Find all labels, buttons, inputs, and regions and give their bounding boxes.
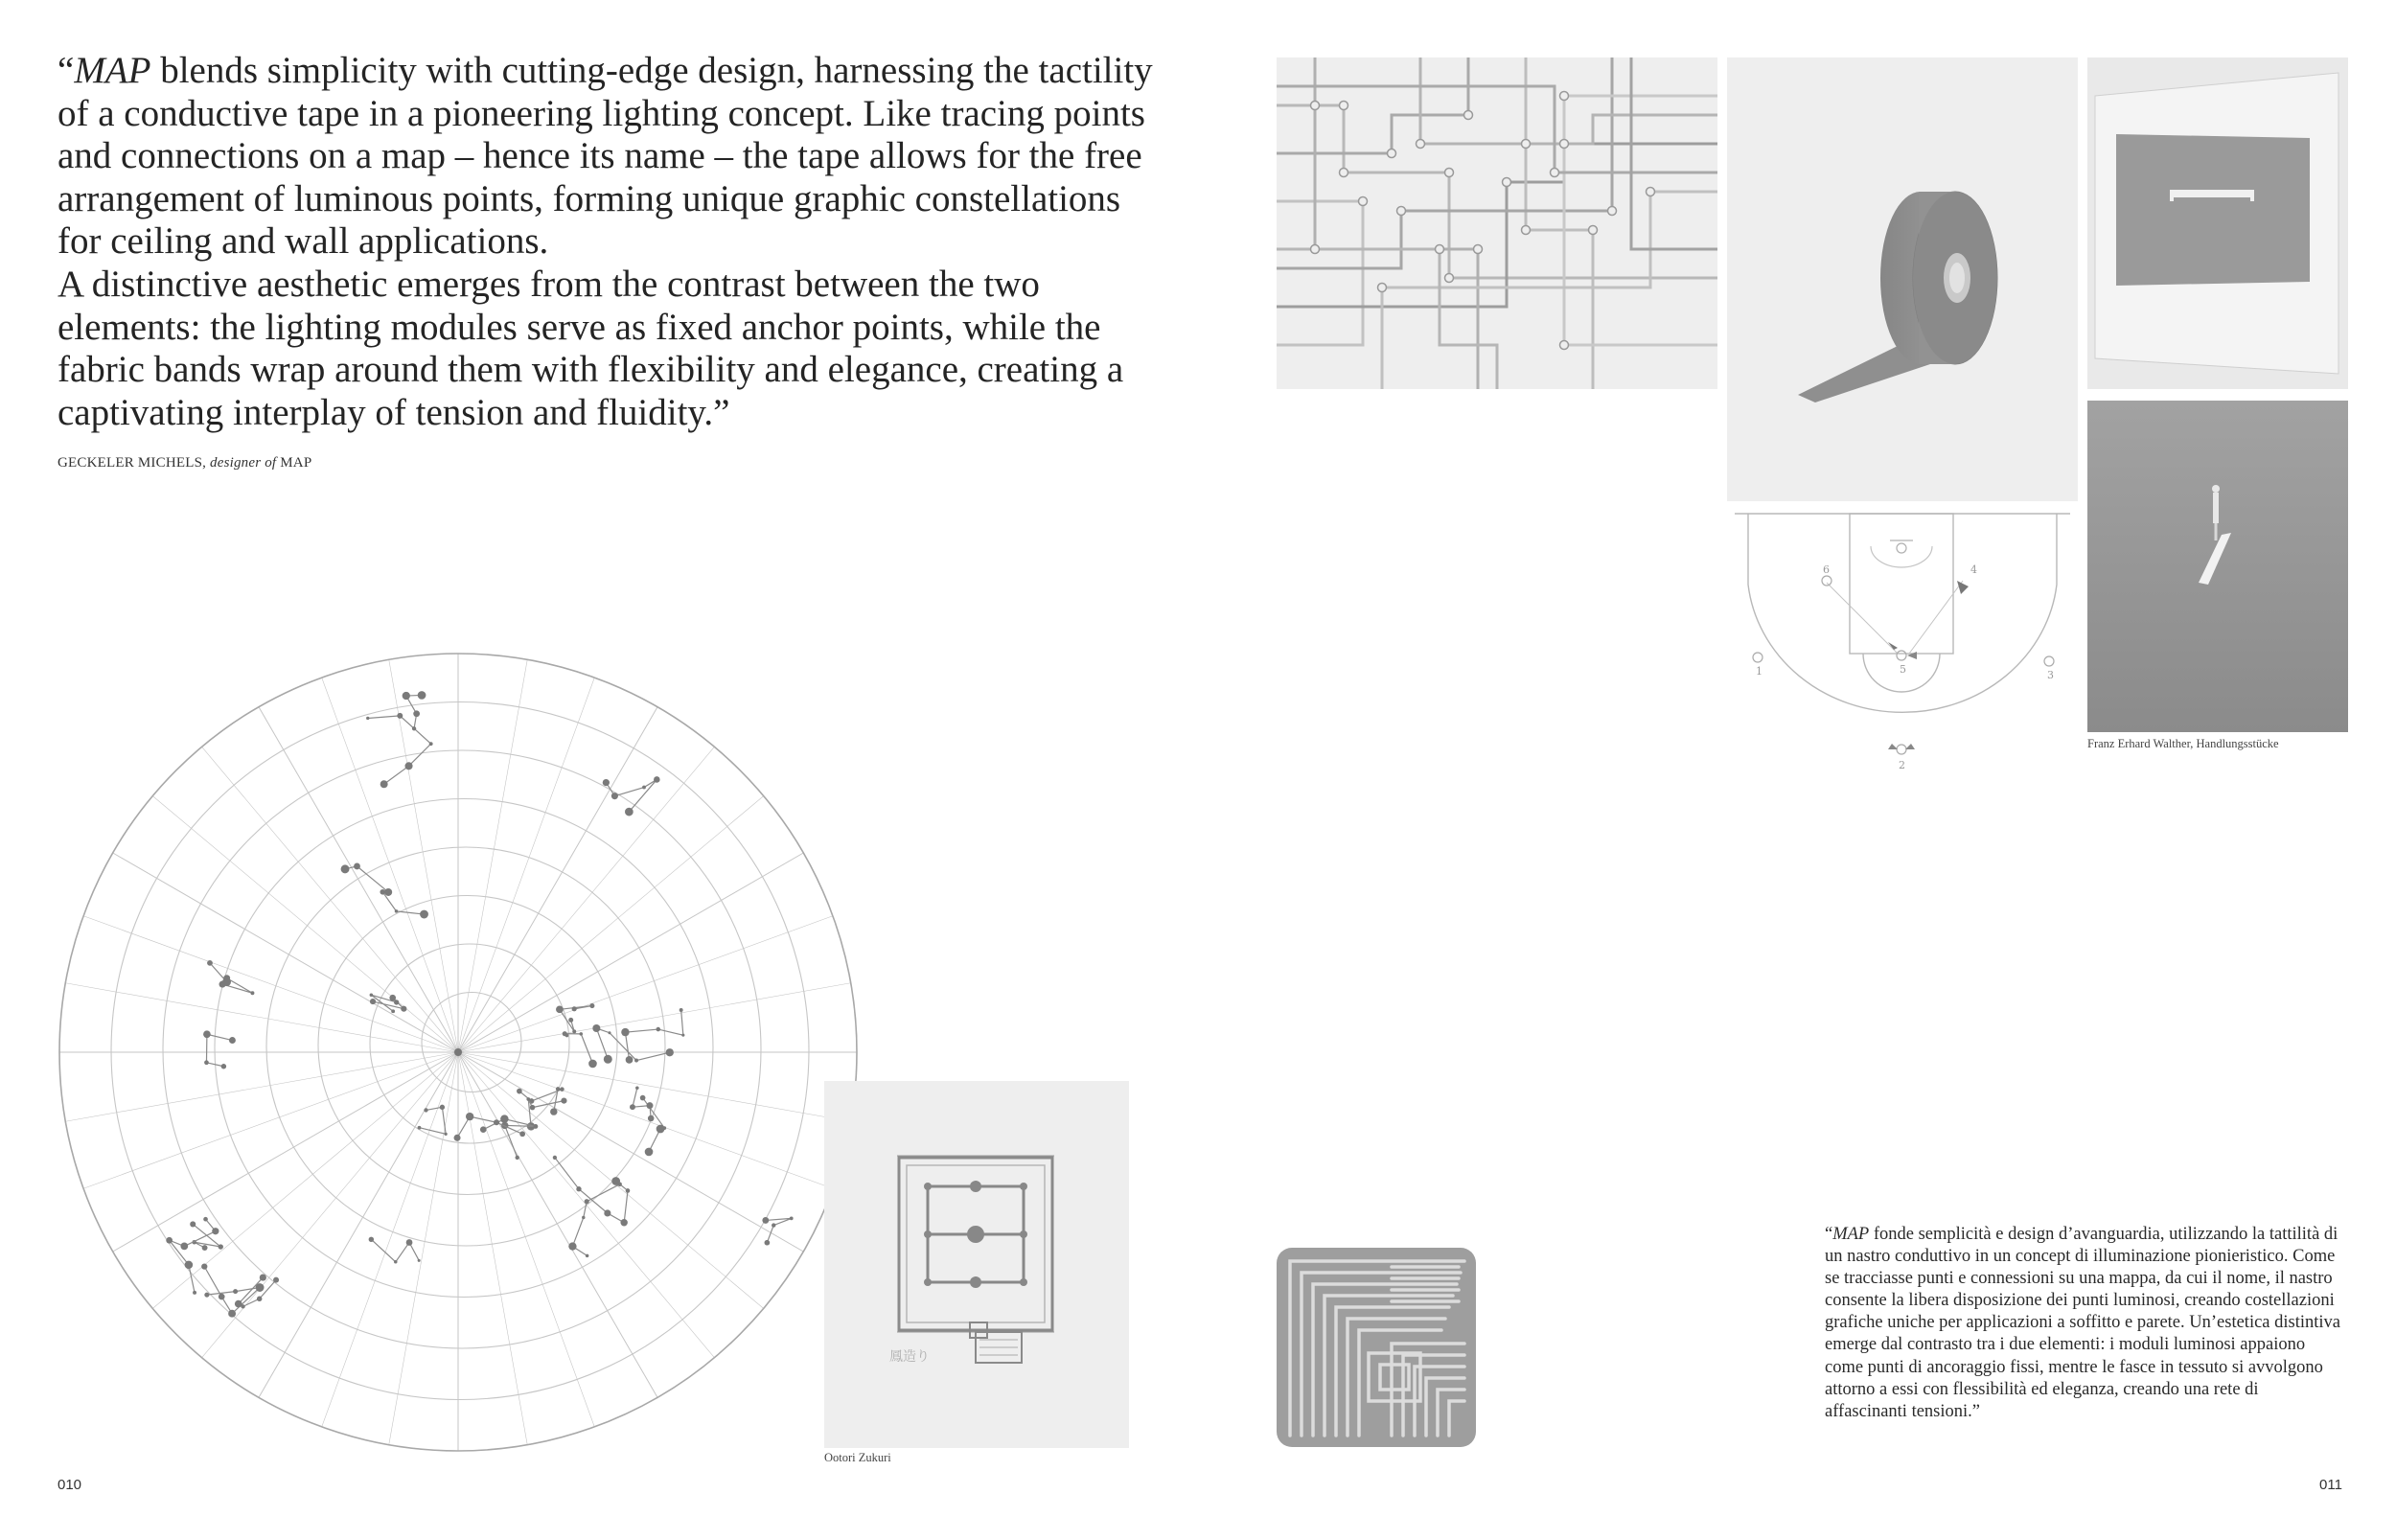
metro-line [1277, 57, 1612, 268]
constellation-star [533, 1124, 538, 1129]
constellation-line [170, 1219, 216, 1293]
maze-path [1426, 1378, 1464, 1436]
constellation-star [634, 1059, 638, 1063]
constellation-star [530, 1105, 536, 1111]
constellation-star [418, 1126, 422, 1130]
constellation-star [647, 1102, 654, 1109]
chart-meridian [458, 1052, 833, 1188]
metro-station [1311, 102, 1320, 110]
constellation-star [517, 1089, 522, 1094]
constellation-star [572, 1006, 577, 1011]
constellation-line [572, 1184, 619, 1256]
walther-caption: Franz Erhard Walther, Handlungsstücke [2087, 737, 2279, 750]
maze-path [1369, 1353, 1420, 1401]
constellation-star [621, 1028, 629, 1036]
constellation-star [550, 1108, 557, 1115]
metro-station [1359, 197, 1368, 206]
metro-station [1503, 178, 1511, 187]
constellation-star [405, 762, 413, 770]
constellation-star [772, 1223, 775, 1227]
constellation-line [483, 1119, 536, 1158]
metro-map-illustration [1277, 57, 1717, 389]
constellation-star [648, 1115, 655, 1122]
metro-line [1382, 192, 1717, 389]
constellation-star [207, 960, 213, 966]
constellation-line [368, 716, 431, 784]
constellation-star [576, 1186, 581, 1191]
italian-quote [1825, 1224, 2342, 1423]
constellation-star [219, 1244, 223, 1249]
constellation-star [445, 1133, 448, 1136]
constellation-star [561, 1098, 566, 1104]
constellation-star [592, 1024, 600, 1032]
constellation-star [568, 1242, 576, 1250]
constellation-star [620, 1219, 627, 1226]
chart-meridian [458, 659, 527, 1052]
quote-text-2: A distinctive aesthetic emerges from the contrast between the two elements: the lighting modules serve as fixed anchor points, while the fabric bands wrap around them with flexibility and elegance, creating a captivating interplay of tension and fluidity.” [58, 263, 1124, 433]
constellation-star [656, 1027, 660, 1032]
constellation-star [380, 780, 388, 788]
constellation-star [617, 1182, 622, 1186]
constellation-star [454, 1135, 461, 1141]
constellation-star [666, 1048, 674, 1056]
constellation-star [420, 910, 428, 919]
constellation-star [480, 1126, 487, 1133]
star-chart-illustration [56, 650, 861, 1455]
metro-station [1397, 207, 1406, 216]
metro-line [1277, 201, 1363, 345]
constellation-star [516, 1156, 519, 1160]
maze-path [1449, 1401, 1464, 1436]
constellation-star [204, 1060, 209, 1065]
constellation-star [201, 1263, 207, 1269]
constellation-star [370, 993, 374, 997]
chart-ring [215, 799, 713, 1298]
chart-meridian [458, 1052, 657, 1397]
constellation-star [604, 1055, 612, 1064]
quote-product-name: MAP [74, 50, 151, 91]
constellation-star [519, 1131, 525, 1137]
chart-meridian [458, 1052, 803, 1252]
chart-ring [422, 993, 521, 1092]
metro-station [1340, 169, 1348, 177]
it-quote-text: fonde semplicità e design d’avanguardia, utilizzando la tattilità di un nastro conduttivo in un concept di illuminazione pionieristico. Come se tracciasse punti e connessioni su una mappa, da cui il nome, il nastro consente la libera disposizione dei punti luminosi, creando costellazioni grafiche uniche per applicazioni a soffitto e parete. Un’estetica distintiva emerge dal contrasto tra i due elementi: i moduli luminosi appaiono come punti di ancoraggio fissi, mentre le fasce in tessuto si avvolgono attorno a essi con flessibilità ed eleganza, creando una rete di affascinanti tensioni.” [1825, 1225, 2340, 1421]
constellation-star [630, 1104, 635, 1110]
constellation-star [369, 1237, 374, 1242]
constellation-star [611, 793, 618, 799]
metro-station [1388, 149, 1396, 158]
metro-station [1340, 102, 1348, 110]
constellation-star [395, 909, 398, 912]
constellation-star [180, 1243, 188, 1251]
constellation-star [370, 999, 376, 1004]
constellation-star [401, 1006, 406, 1012]
chart-meridian [322, 678, 458, 1052]
constellation-star [680, 1008, 683, 1012]
page-number-left: 010 [58, 1477, 82, 1493]
constellation-star [204, 1293, 209, 1298]
constellation-star [589, 1003, 594, 1008]
constellation-star [391, 1009, 395, 1013]
constellation-star [223, 975, 230, 981]
court-label-3: 3 [2047, 669, 2054, 681]
metro-station [1436, 245, 1444, 254]
constellation-star [190, 1221, 196, 1227]
court-label-5: 5 [1900, 663, 1906, 676]
constellation-star [354, 863, 360, 870]
constellation-line [419, 1107, 446, 1134]
shrine-caption: Ootori Zukuri [824, 1451, 891, 1464]
constellation-star [166, 1237, 173, 1244]
constellation-star [640, 1095, 646, 1101]
constellation-line [766, 1218, 792, 1242]
metro-station [1522, 226, 1531, 235]
chart-meridian [458, 1052, 594, 1427]
field-performance-photo [2087, 401, 2348, 732]
constellation-star [413, 710, 420, 717]
constellation-star [494, 1119, 499, 1125]
constellation-line [210, 963, 252, 993]
constellation-star [397, 713, 403, 719]
metro-station [1417, 140, 1425, 149]
constellation-star [556, 1006, 564, 1014]
framed-artwork-photo [2087, 57, 2348, 389]
constellation-star [526, 1097, 530, 1101]
court-label-4: 4 [1970, 563, 1977, 576]
constellation-star [565, 1034, 568, 1037]
chart-meridian [389, 659, 458, 1052]
chart-meridian [458, 916, 833, 1052]
quote-open-mark: “ [58, 50, 75, 91]
chart-meridian [202, 747, 458, 1052]
constellation-star [389, 995, 396, 1001]
metro-station [1311, 245, 1320, 254]
chart-meridian [83, 1052, 458, 1188]
chart-meridian [65, 983, 458, 1052]
constellation-star [790, 1216, 794, 1220]
court-label-6: 6 [1823, 563, 1830, 576]
constellation-star [588, 1060, 597, 1069]
metro-station [1560, 341, 1569, 350]
quote-text: blends simplicity with cutting-edge design, harnessing the tactility of a conductive tape in a pioneering lighting concept. Like tracing points and connections on a map – hence its name – the tape allows for the free arrangement of luminous points, forming unique graphic constellations for ceiling and wall applications. [58, 50, 1153, 263]
constellation-star [625, 808, 634, 816]
constellation-star [394, 1260, 398, 1264]
constellation-star [185, 1261, 194, 1270]
constellation-star [568, 1018, 573, 1023]
constellation-star [341, 864, 350, 873]
constellation-star [203, 1030, 211, 1038]
constellation-star [394, 1000, 399, 1004]
constellation-star [193, 1291, 196, 1295]
constellation-star [273, 1277, 279, 1283]
court-label-2: 2 [1899, 759, 1905, 771]
constellation-star [418, 691, 426, 700]
chart-ring [318, 896, 617, 1195]
metro-station [1474, 245, 1483, 254]
chart-meridian [458, 1052, 527, 1445]
metro-line [1631, 57, 1717, 249]
chart-meridian [458, 1052, 764, 1308]
constellation-star [556, 1087, 560, 1091]
metro-station [1589, 226, 1598, 235]
metro-station [1522, 140, 1531, 149]
court-label-1: 1 [1756, 665, 1762, 678]
constellation-star [662, 1126, 666, 1130]
constellation-star [466, 1113, 473, 1120]
metro-station [1378, 284, 1387, 292]
english-quote [58, 50, 1160, 434]
constellation-star [366, 717, 369, 720]
it-quote-product-name: MAP [1832, 1225, 1870, 1244]
constellation-star [626, 1188, 631, 1193]
constellation-star [403, 692, 410, 700]
constellation-line [555, 1158, 628, 1223]
chart-ring [266, 847, 665, 1246]
credit-name: GECKELER MICHELS, [58, 455, 211, 471]
constellation-star [202, 1245, 208, 1251]
constellation-star [229, 1037, 236, 1044]
credit-role: designer of [210, 455, 277, 471]
floor-plan-illustration [824, 1081, 1129, 1448]
constellation-star [412, 726, 416, 730]
shrine-inner-label: 鳳造り [889, 1349, 930, 1365]
constellation-star [440, 1105, 445, 1110]
constellation-star [500, 1115, 508, 1122]
constellation-star [250, 991, 254, 995]
basketball-court-diagram [1727, 508, 2078, 776]
it-quote-open-mark: “ [1825, 1225, 1833, 1244]
chart-meridian [152, 796, 458, 1052]
chart-meridian [259, 707, 458, 1052]
constellation-star [642, 786, 646, 790]
constellation-star [604, 1209, 611, 1216]
metro-line [1526, 57, 1593, 389]
tape-roll-photo [1727, 57, 2078, 501]
constellation-star [765, 1240, 771, 1246]
constellation-line [206, 1034, 232, 1066]
constellation-star [585, 1199, 589, 1204]
constellation-star [681, 1034, 684, 1037]
chart-meridian [65, 1052, 458, 1121]
credit-product: MAP [276, 455, 312, 471]
constellation-star [572, 1029, 576, 1033]
metro-station [1464, 111, 1473, 120]
constellation-star [424, 1108, 427, 1112]
constellation-star [380, 889, 385, 895]
chart-meridian [152, 1052, 458, 1308]
constellation-star [406, 1239, 413, 1246]
constellation-star [219, 981, 226, 988]
constellation-star [221, 1064, 226, 1069]
constellation-star [582, 1216, 585, 1219]
chart-meridian [202, 1052, 458, 1358]
page-number-right: 011 [2319, 1477, 2342, 1493]
metro-station [1551, 169, 1559, 177]
constellation-star [418, 1259, 421, 1262]
constellation-star [560, 1087, 564, 1092]
metro-line [1564, 96, 1717, 345]
quote-credit [58, 455, 311, 471]
metro-line [1277, 249, 1497, 389]
constellation-star [260, 1275, 266, 1281]
constellation-star [384, 888, 392, 896]
metro-station [1445, 169, 1454, 177]
constellation-star [228, 1310, 236, 1318]
constellation-star [212, 1228, 219, 1234]
chart-meridian [458, 983, 851, 1052]
constellation-star [626, 1056, 634, 1064]
chart-meridian [458, 796, 764, 1052]
constellation-star [654, 776, 660, 783]
constellation-star [219, 1294, 225, 1300]
constellation-star [603, 779, 610, 786]
constellation-star [257, 1297, 263, 1302]
chart-meridian [458, 678, 594, 1052]
metro-station [1560, 92, 1569, 101]
maze-path [1359, 1330, 1441, 1436]
constellation-star [762, 1217, 769, 1224]
maze-tile-illustration [1277, 1248, 1476, 1447]
constellation-star [608, 1031, 611, 1034]
constellation-star [429, 742, 433, 746]
metro-station [1560, 140, 1569, 149]
metro-station [1608, 207, 1617, 216]
chart-meridian [458, 707, 657, 1052]
constellation-line [457, 1116, 522, 1138]
constellation-star [586, 1254, 588, 1257]
constellation-star [635, 1086, 639, 1090]
constellation-star [645, 1148, 654, 1157]
metro-station [1647, 188, 1655, 196]
metro-line [1420, 57, 1717, 144]
constellation-star [579, 1032, 583, 1036]
constellation-star [203, 1217, 208, 1222]
chart-pole [454, 1048, 462, 1056]
constellation-star [235, 1300, 242, 1308]
constellation-star [553, 1156, 557, 1160]
chart-meridian [389, 1052, 458, 1445]
constellation-star [233, 1289, 238, 1294]
metro-station [1445, 274, 1454, 283]
chart-meridian [83, 916, 458, 1052]
maze-path [1438, 1390, 1464, 1436]
